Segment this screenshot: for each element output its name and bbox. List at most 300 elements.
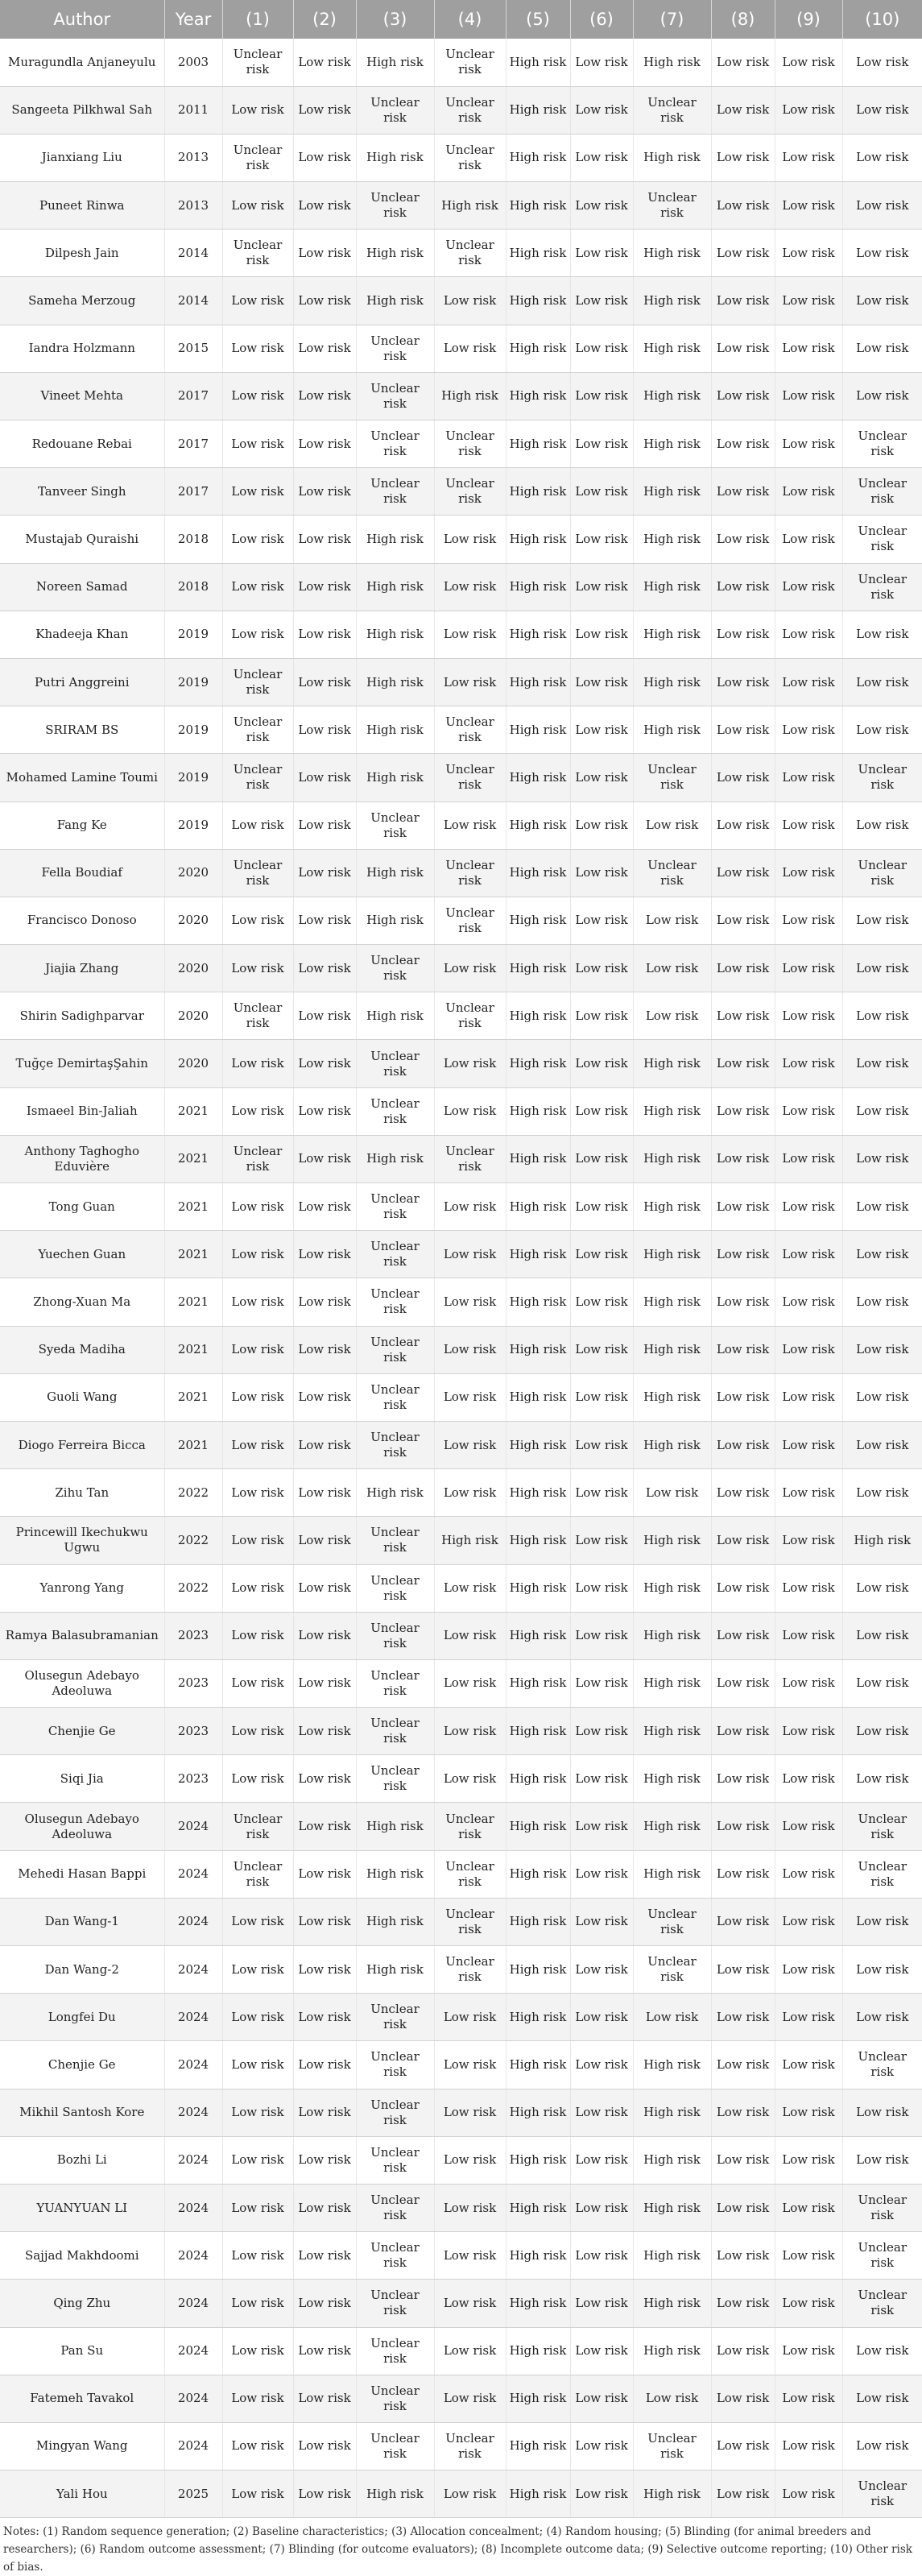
risk-cell: Low risk: [570, 1517, 633, 1564]
risk-cell: Low risk: [222, 182, 293, 230]
table-row: [0, 801, 922, 849]
risk-cell: Low risk: [842, 1564, 922, 1612]
risk-cell: Low risk: [293, 611, 356, 658]
risk-cell: High risk: [356, 2470, 434, 2518]
risk-cell: Low risk: [775, 1517, 842, 1564]
risk-cell: High risk: [506, 134, 570, 181]
risk-cell: Low risk: [570, 182, 633, 230]
year-cell: 2021: [164, 1278, 222, 1326]
risk-cell: Unclear risk: [356, 1326, 434, 1373]
table-row: [0, 2327, 922, 2375]
risk-cell: Low risk: [775, 1231, 842, 1278]
year-cell: 2024: [164, 2136, 222, 2184]
risk-cell: High risk: [356, 1135, 434, 1182]
year-cell: 2023: [164, 1708, 222, 1755]
risk-cell: Low risk: [222, 420, 293, 468]
risk-cell: High risk: [633, 658, 711, 706]
year-cell: 2011: [164, 86, 222, 134]
year-cell: 2014: [164, 230, 222, 277]
risk-cell: High risk: [506, 1326, 570, 1373]
author-cell: Tong Guan: [0, 1183, 164, 1231]
risk-cell: Low risk: [570, 706, 633, 754]
risk-cell: Unclear risk: [356, 2136, 434, 2184]
year-cell: 2019: [164, 706, 222, 754]
risk-cell: Low risk: [711, 372, 775, 420]
risk-cell: Low risk: [222, 2470, 293, 2518]
risk-cell: Low risk: [711, 1898, 775, 1945]
risk-cell: Low risk: [775, 1850, 842, 1898]
risk-cell: High risk: [633, 563, 711, 611]
year-cell: 2018: [164, 563, 222, 611]
risk-cell: High risk: [506, 1278, 570, 1326]
risk-cell: Low risk: [775, 1421, 842, 1468]
column-header: (2): [293, 0, 356, 39]
risk-cell: High risk: [506, 1231, 570, 1278]
risk-cell: Unclear risk: [633, 2422, 711, 2470]
risk-cell: Unclear risk: [356, 1517, 434, 1564]
column-header: Year: [164, 0, 222, 39]
risk-cell: Low risk: [711, 1135, 775, 1182]
year-cell: 2024: [164, 2184, 222, 2231]
table-row: [0, 230, 922, 277]
risk-cell: High risk: [356, 230, 434, 277]
year-cell: 2024: [164, 2422, 222, 2470]
risk-cell: Low risk: [711, 1946, 775, 1994]
risk-cell: Low risk: [775, 611, 842, 658]
risk-cell: Low risk: [222, 1564, 293, 1612]
year-cell: 2022: [164, 1469, 222, 1517]
risk-cell: Low risk: [570, 1898, 633, 1945]
risk-cell: Low risk: [293, 1040, 356, 1087]
risk-cell: Low risk: [570, 1469, 633, 1517]
risk-cell: Low risk: [842, 2136, 922, 2184]
column-header: (5): [506, 0, 570, 39]
risk-cell: Unclear risk: [222, 1850, 293, 1898]
risk-cell: Unclear risk: [222, 706, 293, 754]
risk-cell: Low risk: [293, 325, 356, 372]
year-cell: 2021: [164, 1087, 222, 1135]
risk-cell: Low risk: [293, 801, 356, 849]
risk-cell: High risk: [506, 277, 570, 325]
risk-cell: Unclear risk: [356, 2089, 434, 2136]
risk-cell: Low risk: [293, 1898, 356, 1945]
risk-cell: Low risk: [711, 945, 775, 992]
author-cell: Yuechen Guan: [0, 1231, 164, 1278]
risk-cell: Low risk: [570, 1087, 633, 1135]
risk-cell: Unclear risk: [434, 1803, 506, 1850]
risk-cell: Unclear risk: [356, 1755, 434, 1803]
risk-cell: Low risk: [633, 945, 711, 992]
risk-cell: Low risk: [570, 1421, 633, 1468]
risk-cell: Low risk: [570, 134, 633, 181]
risk-cell: Low risk: [293, 1803, 356, 1850]
risk-cell: High risk: [506, 1087, 570, 1135]
risk-cell: Low risk: [222, 2375, 293, 2422]
risk-cell: Low risk: [293, 468, 356, 516]
risk-cell: Low risk: [293, 182, 356, 230]
year-cell: 2021: [164, 1421, 222, 1468]
risk-cell: Low risk: [434, 1994, 506, 2041]
year-cell: 2013: [164, 134, 222, 181]
risk-cell: Low risk: [775, 1755, 842, 1803]
risk-cell: High risk: [633, 1803, 711, 1850]
table-row: [0, 1135, 922, 1182]
risk-cell: Low risk: [293, 2184, 356, 2231]
risk-cell: Unclear risk: [842, 516, 922, 563]
risk-cell: Low risk: [293, 1946, 356, 1994]
risk-cell: Unclear risk: [434, 420, 506, 468]
risk-cell: Low risk: [222, 516, 293, 563]
risk-cell: Low risk: [293, 2375, 356, 2422]
year-cell: 2013: [164, 182, 222, 230]
risk-cell: Low risk: [570, 1183, 633, 1231]
year-cell: 2024: [164, 2327, 222, 2375]
risk-cell: High risk: [506, 611, 570, 658]
risk-cell: Low risk: [711, 2470, 775, 2518]
risk-cell: Low risk: [222, 325, 293, 372]
risk-cell: Low risk: [842, 372, 922, 420]
risk-cell: Low risk: [570, 325, 633, 372]
risk-cell: Low risk: [775, 2327, 842, 2375]
risk-cell: Unclear risk: [222, 849, 293, 897]
author-cell: YUANYUAN LI: [0, 2184, 164, 2231]
risk-cell: Low risk: [222, 1087, 293, 1135]
risk-cell: High risk: [356, 897, 434, 944]
year-cell: 2021: [164, 1231, 222, 1278]
risk-cell: High risk: [506, 2422, 570, 2470]
risk-cell: Low risk: [570, 611, 633, 658]
risk-cell: Unclear risk: [633, 1898, 711, 1945]
risk-cell: High risk: [633, 1040, 711, 1087]
author-cell: Qing Zhu: [0, 2280, 164, 2327]
risk-cell: Low risk: [711, 2375, 775, 2422]
risk-cell: High risk: [633, 2232, 711, 2280]
risk-cell: Low risk: [434, 2280, 506, 2327]
risk-cell: Low risk: [570, 2136, 633, 2184]
year-cell: 2024: [164, 1946, 222, 1994]
year-cell: 2024: [164, 2280, 222, 2327]
risk-cell: Low risk: [222, 372, 293, 420]
year-cell: 2015: [164, 325, 222, 372]
risk-cell: Low risk: [775, 563, 842, 611]
risk-cell: High risk: [633, 1659, 711, 1707]
risk-cell: Low risk: [775, 39, 842, 86]
risk-cell: Low risk: [570, 2422, 633, 2470]
risk-cell: Low risk: [711, 611, 775, 658]
risk-cell: High risk: [633, 277, 711, 325]
risk-cell: High risk: [506, 2280, 570, 2327]
author-cell: Francisco Donoso: [0, 897, 164, 944]
column-header: (9): [775, 0, 842, 39]
table-row: [0, 2470, 922, 2518]
risk-cell: Low risk: [434, 1421, 506, 1468]
risk-cell: Low risk: [222, 1517, 293, 1564]
risk-cell: Unclear risk: [633, 182, 711, 230]
risk-cell: Low risk: [842, 86, 922, 134]
author-cell: Iandra Holzmann: [0, 325, 164, 372]
risk-cell: Low risk: [293, 516, 356, 563]
risk-cell: High risk: [506, 1755, 570, 1803]
table-row: [0, 2136, 922, 2184]
author-cell: Mikhil Santosh Kore: [0, 2089, 164, 2136]
risk-cell: Low risk: [570, 1659, 633, 1707]
risk-cell: Low risk: [570, 2089, 633, 2136]
risk-cell: High risk: [434, 182, 506, 230]
risk-cell: High risk: [356, 516, 434, 563]
risk-cell: Low risk: [842, 1708, 922, 1755]
risk-cell: Low risk: [775, 1326, 842, 1373]
risk-cell: Low risk: [222, 468, 293, 516]
risk-cell: Unclear risk: [842, 2470, 922, 2518]
risk-cell: High risk: [506, 1659, 570, 1707]
risk-cell: Low risk: [775, 420, 842, 468]
year-cell: 2017: [164, 468, 222, 516]
author-cell: Noreen Samad: [0, 563, 164, 611]
risk-cell: Low risk: [434, 2136, 506, 2184]
year-cell: 2021: [164, 1183, 222, 1231]
risk-cell: Low risk: [711, 658, 775, 706]
risk-cell: Low risk: [570, 468, 633, 516]
year-cell: 2022: [164, 1564, 222, 1612]
risk-cell: Low risk: [711, 182, 775, 230]
risk-cell: Low risk: [711, 1421, 775, 1468]
risk-cell: Unclear risk: [842, 2280, 922, 2327]
risk-cell: Low risk: [434, 1183, 506, 1231]
table-row: [0, 1278, 922, 1326]
risk-cell: High risk: [506, 39, 570, 86]
risk-cell: Unclear risk: [842, 2041, 922, 2089]
risk-cell: Low risk: [434, 2375, 506, 2422]
risk-cell: High risk: [506, 230, 570, 277]
risk-cell: Low risk: [711, 1564, 775, 1612]
risk-cell: Low risk: [711, 134, 775, 181]
risk-cell: High risk: [506, 1946, 570, 1994]
risk-cell: Unclear risk: [434, 86, 506, 134]
risk-cell: Low risk: [711, 2184, 775, 2231]
risk-cell: High risk: [356, 1803, 434, 1850]
risk-cell: High risk: [506, 658, 570, 706]
risk-cell: Low risk: [293, 230, 356, 277]
risk-cell: Low risk: [293, 1517, 356, 1564]
risk-cell: Low risk: [842, 1183, 922, 1231]
risk-cell: Low risk: [711, 1040, 775, 1087]
risk-cell: High risk: [506, 468, 570, 516]
risk-cell: Unclear risk: [222, 39, 293, 86]
year-cell: 2020: [164, 849, 222, 897]
risk-cell: Low risk: [711, 420, 775, 468]
risk-cell: Low risk: [775, 468, 842, 516]
table-row: [0, 1040, 922, 1087]
table-row: [0, 1326, 922, 1373]
risk-cell: High risk: [506, 2470, 570, 2518]
risk-cell: Low risk: [775, 1898, 842, 1945]
year-cell: 2019: [164, 658, 222, 706]
author-cell: Sajjad Makhdoomi: [0, 2232, 164, 2280]
table-row: [0, 1612, 922, 1659]
risk-cell: Low risk: [570, 2470, 633, 2518]
risk-cell: Low risk: [775, 1946, 842, 1994]
risk-cell: Low risk: [711, 1469, 775, 1517]
risk-cell: Low risk: [570, 1135, 633, 1182]
risk-cell: Low risk: [293, 1278, 356, 1326]
author-cell: Muragundla Anjaneyulu: [0, 39, 164, 86]
risk-cell: Low risk: [434, 801, 506, 849]
risk-cell: Unclear risk: [356, 1612, 434, 1659]
risk-cell: High risk: [506, 945, 570, 992]
risk-cell: High risk: [633, 468, 711, 516]
risk-cell: Low risk: [842, 1994, 922, 2041]
risk-cell: Low risk: [570, 945, 633, 992]
table-row: [0, 1183, 922, 1231]
risk-cell: High risk: [633, 2136, 711, 2184]
risk-cell: Unclear risk: [356, 86, 434, 134]
risk-cell: Low risk: [222, 563, 293, 611]
risk-cell: Low risk: [842, 39, 922, 86]
risk-cell: Unclear risk: [356, 2280, 434, 2327]
risk-cell: High risk: [356, 992, 434, 1040]
table-row: [0, 849, 922, 897]
risk-cell: High risk: [633, 1421, 711, 1468]
table-row: [0, 182, 922, 230]
author-cell: Ismaeel Bin-Jaliah: [0, 1087, 164, 1135]
risk-cell: High risk: [633, 1708, 711, 1755]
year-cell: 2023: [164, 1755, 222, 1803]
risk-cell: Low risk: [434, 2470, 506, 2518]
risk-cell: Unclear risk: [434, 754, 506, 801]
risk-cell: High risk: [506, 801, 570, 849]
year-cell: 2020: [164, 945, 222, 992]
risk-cell: Low risk: [711, 1755, 775, 1803]
risk-cell: Low risk: [222, 1373, 293, 1421]
risk-cell: Low risk: [842, 230, 922, 277]
risk-cell: High risk: [356, 658, 434, 706]
risk-cell: Unclear risk: [633, 849, 711, 897]
risk-cell: Unclear risk: [222, 1135, 293, 1182]
risk-cell: Low risk: [842, 1946, 922, 1994]
author-cell: SRIRAM BS: [0, 706, 164, 754]
risk-cell: Low risk: [434, 277, 506, 325]
table-row: [0, 134, 922, 181]
author-cell: Mustajab Quraishi: [0, 516, 164, 563]
risk-cell: Low risk: [434, 1326, 506, 1373]
risk-cell: Low risk: [570, 2184, 633, 2231]
risk-cell: Low risk: [711, 1994, 775, 2041]
year-cell: 2019: [164, 801, 222, 849]
risk-cell: Low risk: [711, 992, 775, 1040]
risk-cell: High risk: [356, 134, 434, 181]
risk-cell: Low risk: [293, 1231, 356, 1278]
risk-cell: Low risk: [842, 1421, 922, 1468]
risk-cell: Low risk: [222, 1278, 293, 1326]
table-row: [0, 1659, 922, 1707]
risk-cell: Unclear risk: [356, 801, 434, 849]
column-header: Author: [0, 0, 164, 39]
risk-cell: Low risk: [222, 1755, 293, 1803]
risk-cell: Low risk: [570, 1326, 633, 1373]
risk-cell: Low risk: [711, 516, 775, 563]
risk-cell: High risk: [506, 2232, 570, 2280]
year-cell: 2014: [164, 277, 222, 325]
risk-cell: Low risk: [711, 1708, 775, 1755]
risk-cell: Low risk: [570, 849, 633, 897]
risk-cell: Low risk: [775, 1087, 842, 1135]
risk-cell: Unclear risk: [434, 468, 506, 516]
author-cell: Fatemeh Tavakol: [0, 2375, 164, 2422]
table-row: [0, 1755, 922, 1803]
risk-cell: High risk: [633, 325, 711, 372]
risk-cell: High risk: [506, 1803, 570, 1850]
risk-cell: High risk: [506, 563, 570, 611]
year-cell: 2021: [164, 1373, 222, 1421]
risk-cell: Low risk: [711, 468, 775, 516]
risk-cell: Low risk: [222, 2232, 293, 2280]
risk-cell: Low risk: [842, 801, 922, 849]
risk-cell: Low risk: [775, 1183, 842, 1231]
risk-cell: Low risk: [711, 86, 775, 134]
risk-cell: Unclear risk: [434, 897, 506, 944]
risk-cell: Low risk: [570, 372, 633, 420]
risk-cell: Low risk: [775, 1659, 842, 1707]
risk-cell: High risk: [506, 754, 570, 801]
table-row: [0, 2232, 922, 2280]
risk-cell: Low risk: [570, 1803, 633, 1850]
risk-cell: Low risk: [434, 1612, 506, 1659]
column-header: (10): [842, 0, 922, 39]
risk-cell: High risk: [506, 1040, 570, 1087]
author-cell: Anthony Taghogho Eduvière: [0, 1135, 164, 1182]
risk-cell: Low risk: [633, 1469, 711, 1517]
author-cell: Mohamed Lamine Toumi: [0, 754, 164, 801]
risk-cell: Low risk: [711, 849, 775, 897]
risk-cell: Low risk: [775, 182, 842, 230]
risk-cell: Low risk: [842, 992, 922, 1040]
author-cell: Chenjie Ge: [0, 2041, 164, 2089]
risk-cell: Low risk: [434, 1708, 506, 1755]
risk-cell: Low risk: [570, 1708, 633, 1755]
risk-cell: High risk: [633, 1278, 711, 1326]
risk-cell: Low risk: [842, 1898, 922, 1945]
risk-cell: Low risk: [293, 1564, 356, 1612]
risk-cell: High risk: [633, 1135, 711, 1182]
risk-cell: Unclear risk: [434, 134, 506, 181]
author-cell: Princewill Ikechukwu Ugwu: [0, 1517, 164, 1564]
risk-cell: Low risk: [434, 1087, 506, 1135]
year-cell: 2003: [164, 39, 222, 86]
table-row: [0, 897, 922, 944]
risk-cell: High risk: [356, 39, 434, 86]
risk-cell: Low risk: [775, 801, 842, 849]
risk-cell: Unclear risk: [356, 1278, 434, 1326]
risk-cell: High risk: [506, 1183, 570, 1231]
table-row: [0, 516, 922, 563]
table-row: [0, 1994, 922, 2041]
author-cell: Bozhi Li: [0, 2136, 164, 2184]
risk-cell: Low risk: [842, 706, 922, 754]
risk-cell: Unclear risk: [633, 1946, 711, 1994]
risk-cell: Low risk: [293, 2041, 356, 2089]
table-row: [0, 1231, 922, 1278]
column-header: (1): [222, 0, 293, 39]
table-row: [0, 992, 922, 1040]
risk-cell: Low risk: [434, 2089, 506, 2136]
risk-cell: Low risk: [293, 1755, 356, 1803]
risk-cell: Unclear risk: [356, 2184, 434, 2231]
risk-cell: Low risk: [842, 1231, 922, 1278]
risk-cell: Low risk: [293, 1994, 356, 2041]
author-cell: Zhong-Xuan Ma: [0, 1278, 164, 1326]
risk-cell: Low risk: [711, 2136, 775, 2184]
risk-cell: Low risk: [293, 2327, 356, 2375]
